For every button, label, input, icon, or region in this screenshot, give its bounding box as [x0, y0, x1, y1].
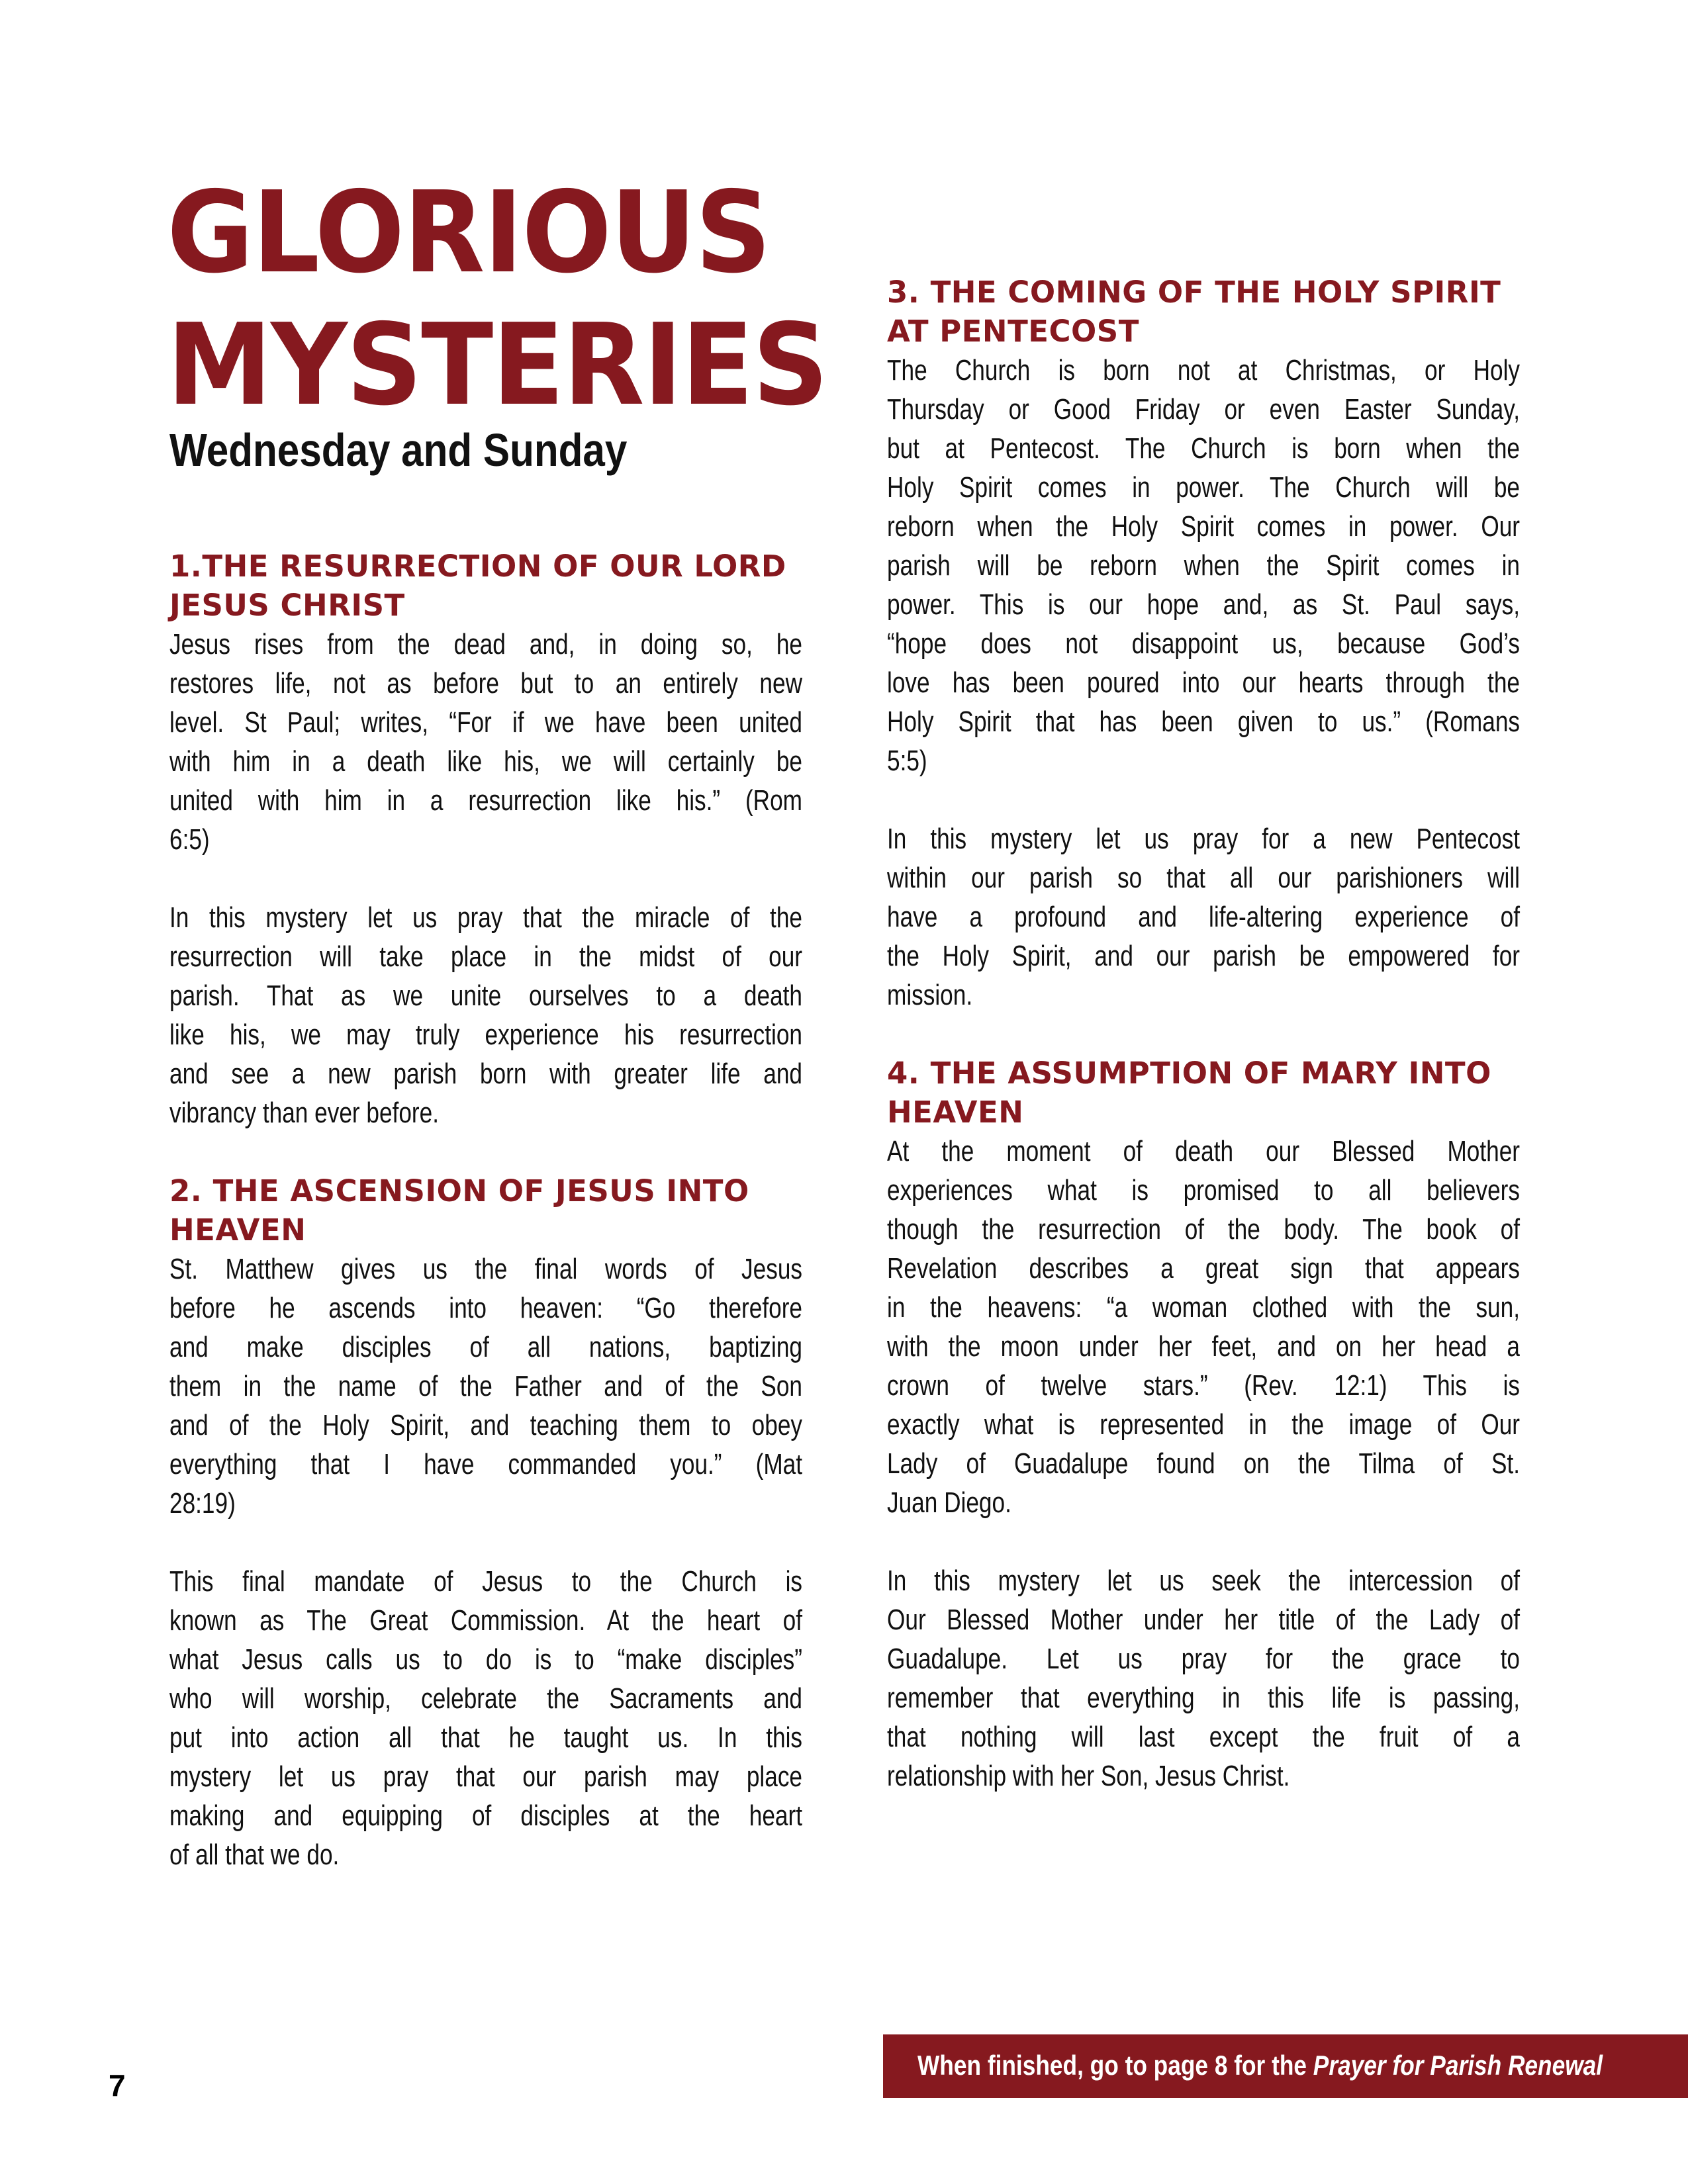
mystery-section-4: [887, 1054, 1520, 1796]
section-heading-line: 2. THE ASCENSION OF JESUS INTO: [169, 1173, 749, 1208]
paragraph-line: mission.: [887, 979, 973, 1011]
paragraph-line: in the heavens: “a woman clothed with the sun,: [887, 1291, 1520, 1324]
paragraph-line: of all that we do.: [169, 1839, 340, 1871]
paragraph-line: level. St Paul; writes, “For if we have been united: [169, 706, 802, 739]
paragraph-line: put into action all that he taught us. In this: [169, 1721, 802, 1754]
paragraph-line-row: [887, 585, 1520, 624]
paragraph-line: with the moon under her feet, and on her head a: [887, 1330, 1520, 1363]
section-heading-line: JESUS CHRIST: [169, 588, 405, 623]
paragraph-line: reborn when the Holy Spirit comes in power. Our: [887, 510, 1520, 543]
section-heading-line: 3. THE COMING OF THE HOLY SPIRIT: [887, 275, 1501, 310]
paragraph-line-row: [169, 625, 802, 664]
mystery-section-1: [169, 547, 802, 1132]
paragraph-line: with him in a death like his, we will certainly be: [169, 745, 802, 778]
paragraph-line: mystery let us pray that our parish may place: [169, 1760, 802, 1793]
paragraph-line-row: [887, 1171, 1520, 1210]
paragraph-line: and of the Holy Spirit, and teaching them to obey: [169, 1409, 802, 1441]
section-paragraph: [169, 1250, 802, 1523]
paragraph-line-row: [887, 897, 1520, 936]
paragraph-line-row: [169, 1015, 802, 1054]
paragraph-line-row: [169, 1445, 802, 1484]
paragraph-line: love has been poured into our hearts through the: [887, 666, 1520, 699]
page-title: [167, 167, 827, 432]
paragraph-line-row: [887, 1210, 1520, 1249]
paragraph-line-row: [887, 741, 1520, 780]
paragraph-line: The Church is born not at Christmas, or Holy: [887, 354, 1520, 387]
section-heading-line: 1.THE RESURRECTION OF OUR LORD: [169, 549, 786, 584]
paragraph-line: them in the name of the Father and of the Son: [169, 1370, 802, 1402]
paragraph-line-row: [169, 898, 802, 937]
paragraph-line-row: [887, 976, 1520, 1015]
footer-instruction: [917, 2049, 1603, 2082]
page-title-line: GLORIOUS: [167, 167, 771, 298]
paragraph-line-row: [887, 1717, 1520, 1756]
paragraph-line-row: [887, 468, 1520, 507]
paragraph-line: that nothing will last except the fruit of a: [887, 1721, 1520, 1753]
paragraph-line: and see a new parish born with greater life and: [169, 1058, 802, 1090]
section-heading-line: AT PENTECOST: [887, 314, 1139, 349]
paragraph-line: vibrancy than ever before.: [169, 1097, 439, 1129]
paragraph-line: Jesus rises from the dead and, in doing so, he: [169, 628, 802, 660]
paragraph-line-row: [169, 1289, 802, 1328]
paragraph-line-row: [169, 1562, 802, 1601]
paragraph-line-row: [169, 1250, 802, 1289]
paragraph-line-row: [887, 1444, 1520, 1483]
paragraph-line: parish will be reborn when the Spirit comes in: [887, 549, 1520, 582]
paragraph-line-row: [169, 1054, 802, 1093]
paragraph-line: 28:19): [169, 1487, 236, 1520]
paragraph-line-row: [169, 1640, 802, 1679]
section-paragraph: [169, 625, 802, 859]
paragraph-line: At the moment of death our Blessed Mother: [887, 1135, 1520, 1167]
paragraph-line-row: [169, 1328, 802, 1367]
paragraph-line-row: [169, 1484, 802, 1523]
paragraph-line: within our parish so that all our parishioners will: [887, 862, 1520, 894]
section-heading: [887, 273, 1520, 351]
section-heading: [887, 1054, 1520, 1132]
paragraph-line-row: [887, 819, 1520, 858]
paragraph-line-row: [169, 781, 802, 820]
paragraph-line: Holy Spirit that has been given to us.” (Romans: [887, 705, 1520, 738]
section-paragraph: [887, 819, 1520, 1015]
paragraph-line-row: [169, 976, 802, 1015]
paragraph-line: Holy Spirit comes in power. The Church will be: [887, 471, 1520, 504]
paragraph-line-row: [169, 1093, 802, 1132]
paragraph-line: united with him in a resurrection like his.” (Rom: [169, 784, 802, 817]
paragraph-line-row: [887, 1561, 1520, 1600]
paragraph-line-row: [887, 663, 1520, 702]
paragraph-line: Revelation describes a great sign that appears: [887, 1252, 1520, 1285]
paragraph-line-row: [169, 703, 802, 742]
paragraph-line-row: [169, 1718, 802, 1757]
section-paragraph: [887, 1561, 1520, 1796]
paragraph-line-row: [887, 1288, 1520, 1327]
paragraph-line: In this mystery let us pray that the miracle of the: [169, 901, 802, 934]
paragraph-line-row: [887, 1639, 1520, 1678]
paragraph-line-row: [887, 1483, 1520, 1522]
paragraph-gap: [887, 1522, 1520, 1561]
section-heading: [169, 1171, 802, 1250]
paragraph-line-row: [169, 1796, 802, 1835]
paragraph-gap: [887, 780, 1520, 819]
paragraph-line-row: [887, 624, 1520, 663]
page-number: 7: [109, 2068, 126, 2103]
paragraph-line: experiences what is promised to all believers: [887, 1174, 1520, 1206]
section-heading-line: HEAVEN: [169, 1212, 306, 1248]
paragraph-line-row: [887, 702, 1520, 741]
section-heading-line: HEAVEN: [887, 1095, 1024, 1130]
paragraph-line: have a profound and life-altering experience of: [887, 901, 1520, 933]
paragraph-line-row: [169, 820, 802, 859]
paragraph-line-row: [169, 1601, 802, 1640]
paragraph-line: crown of twelve stars.” (Rev. 12:1) This is: [887, 1369, 1520, 1402]
paragraph-line: restores life, not as before but to an entirely new: [169, 667, 802, 700]
footer-instruction-text: When finished, go to page 8 for the: [917, 2050, 1313, 2081]
mystery-section-2: [169, 1171, 802, 1874]
paragraph-line-row: [169, 1367, 802, 1406]
page-subtitle: Wednesday and Sunday: [169, 424, 628, 476]
paragraph-line: resurrection will take place in the midst of our: [169, 940, 802, 973]
paragraph-line: known as The Great Commission. At the heart of: [169, 1604, 802, 1637]
paragraph-line-row: [169, 1679, 802, 1718]
paragraph-line: everything that I have commanded you.” (Mat: [169, 1448, 802, 1480]
paragraph-line-row: [887, 1132, 1520, 1171]
paragraph-line: Our Blessed Mother under her title of the Lady of: [887, 1604, 1520, 1636]
paragraph-line: Guadalupe. Let us pray for the grace to: [887, 1643, 1520, 1675]
paragraph-gap: [169, 859, 802, 898]
paragraph-line: before he ascends into heaven: “Go therefore: [169, 1292, 802, 1324]
paragraph-line-row: [887, 1405, 1520, 1444]
paragraph-line: 6:5): [169, 823, 210, 856]
paragraph-line-row: [887, 351, 1520, 390]
paragraph-line: remember that everything in this life is passing,: [887, 1682, 1520, 1714]
paragraph-line: parish. That as we unite ourselves to a death: [169, 979, 802, 1012]
paragraph-line-row: [887, 1678, 1520, 1717]
paragraph-line: the Holy Spirit, and our parish be empowered for: [887, 940, 1520, 972]
paragraph-line-row: [169, 664, 802, 703]
paragraph-line: In this mystery let us seek the intercession of: [887, 1565, 1520, 1597]
paragraph-line-row: [169, 1835, 802, 1874]
footer-banner: [883, 2034, 1688, 2098]
section-heading: [169, 547, 802, 625]
paragraph-line: 5:5): [887, 745, 927, 777]
paragraph-line: “hope does not disappoint us, because God’s: [887, 627, 1520, 660]
paragraph-line: This final mandate of Jesus to the Church is: [169, 1565, 802, 1598]
footer-prayer-link[interactable]: Prayer for Parish Renewal: [1313, 2050, 1603, 2081]
paragraph-line: what Jesus calls us to do is to “make disciples”: [169, 1643, 802, 1676]
paragraph-line: In this mystery let us pray for a new Pentecost: [887, 823, 1520, 855]
mystery-section-3: [887, 273, 1520, 1015]
paragraph-line: who will worship, celebrate the Sacraments and: [169, 1682, 802, 1715]
paragraph-line: St. Matthew gives us the final words of Jesus: [169, 1253, 802, 1285]
paragraph-line-row: [887, 1249, 1520, 1288]
paragraph-line: power. This is our hope and, as St. Paul says,: [887, 588, 1520, 621]
paragraph-line: exactly what is represented in the image of Our: [887, 1408, 1520, 1441]
section-heading-line: 4. THE ASSUMPTION OF MARY INTO: [887, 1056, 1491, 1091]
paragraph-line-row: [169, 937, 802, 976]
section-paragraph: [887, 351, 1520, 780]
paragraph-line: and make disciples of all nations, baptizing: [169, 1331, 802, 1363]
paragraph-line: like his, we may truly experience his resurrection: [169, 1019, 802, 1051]
paragraph-line-row: [887, 546, 1520, 585]
paragraph-line-row: [887, 429, 1520, 468]
paragraph-line: though the resurrection of the body. The book of: [887, 1213, 1520, 1246]
paragraph-line-row: [169, 1406, 802, 1445]
paragraph-line: making and equipping of disciples at the heart: [169, 1799, 802, 1832]
paragraph-line-row: [887, 936, 1520, 976]
paragraph-line-row: [887, 507, 1520, 546]
paragraph-line-row: [887, 1756, 1520, 1796]
paragraph-line: Juan Diego.: [887, 1486, 1011, 1519]
section-paragraph: [169, 1562, 802, 1874]
paragraph-line-row: [887, 858, 1520, 897]
section-paragraph: [887, 1132, 1520, 1522]
page-title-line: MYSTERIES: [167, 300, 827, 431]
paragraph-line-row: [887, 1366, 1520, 1405]
paragraph-line-row: [887, 390, 1520, 429]
paragraph-line-row: [169, 742, 802, 781]
paragraph-line: Thursday or Good Friday or even Easter Sunday,: [887, 393, 1520, 426]
paragraph-line-row: [887, 1600, 1520, 1639]
paragraph-line: but at Pentecost. The Church is born when the: [887, 432, 1520, 465]
section-paragraph: [169, 898, 802, 1132]
paragraph-line-row: [169, 1757, 802, 1796]
paragraph-gap: [169, 1523, 802, 1562]
paragraph-line: Lady of Guadalupe found on the Tilma of St.: [887, 1447, 1520, 1480]
paragraph-line: relationship with her Son, Jesus Christ.: [887, 1760, 1290, 1792]
paragraph-line-row: [887, 1327, 1520, 1366]
